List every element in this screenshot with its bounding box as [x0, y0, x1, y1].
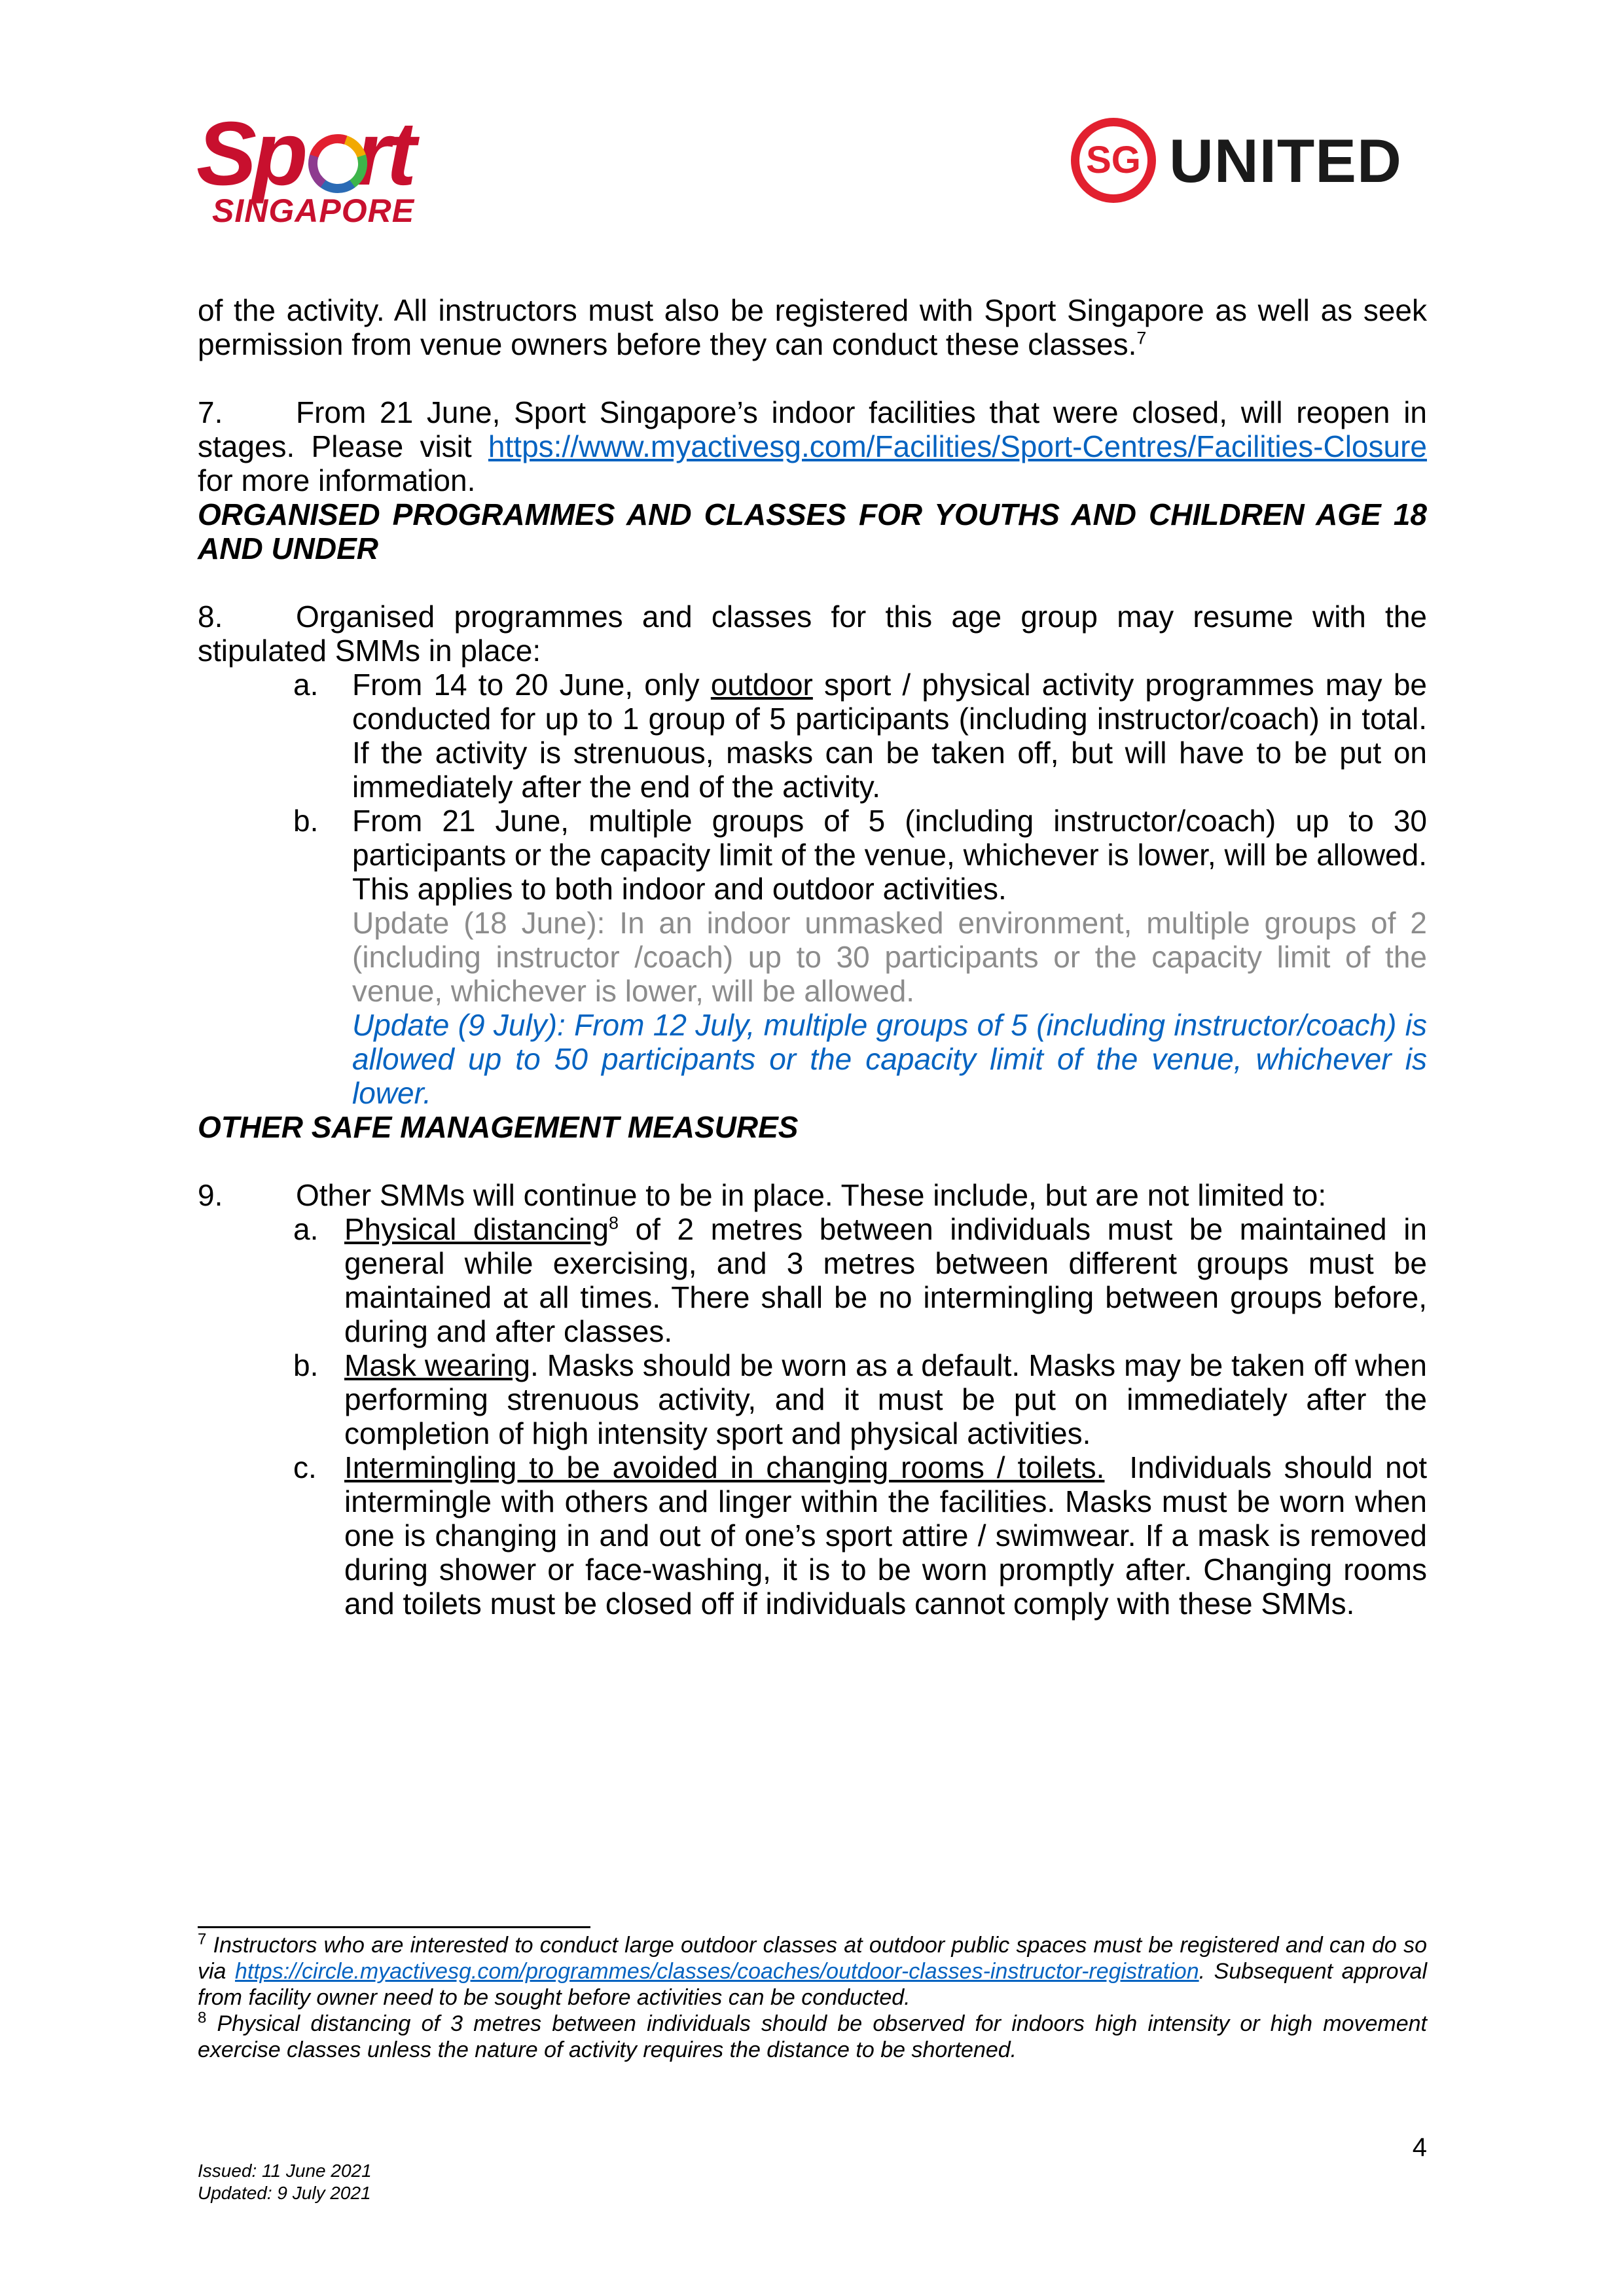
issued-date: Issued: 11 June 2021 — [198, 2161, 372, 2181]
underlined-term-mask-wearing: Mask wearing — [344, 1348, 530, 1382]
footnote-number: 8 — [198, 2009, 207, 2027]
list-item-8b — [198, 804, 1427, 1110]
sg-mark: SG — [1086, 139, 1141, 181]
footnote-7 — [198, 1932, 1427, 2011]
paragraph-8-text: Organised programmes and classes for this age group may resume with the stipulated SMMs in place: — [198, 600, 1427, 668]
list-item-text: Individuals should not intermingle with others and linger within the facilities. Masks must be worn when one is changing in and out of one’s sport attire / swimwear. If a mask is removed during shower or face-washing, it is to be worn promptly after. Changing rooms and toilets must be closed off if individuals cannot comply with these SMMs. — [344, 1450, 1428, 1621]
paragraph-9-text: Other SMMs will continue to be in place. These include, but are not limited to: — [296, 1178, 1327, 1212]
paragraph-number: 7. — [198, 395, 223, 429]
paragraph-7-tail: for more information. — [198, 463, 476, 497]
underlined-term-intermingling: Intermingling to be avoided in changing rooms / toilets. — [344, 1450, 1105, 1484]
footnotes — [198, 1932, 1427, 2063]
list-item-9b — [198, 1348, 1427, 1450]
sg-united-logo — [1071, 118, 1437, 216]
list-label: b. — [293, 804, 319, 838]
paragraph-7 — [198, 395, 1427, 497]
sport-logo-ring-icon — [305, 131, 370, 196]
updated-date: Updated: 9 July 2021 — [198, 2183, 371, 2203]
issue-dates — [198, 2160, 372, 2204]
footnote-text: . Subsequent approval from facility owner need to be sought before activities can be conducted. — [198, 1959, 1427, 2010]
facilities-closure-link[interactable]: https://www.myactivesg.com/Facilities/Sport-Centres/Facilities-Closure — [488, 429, 1427, 463]
section-heading-youth-programmes: ORGANISED PROGRAMMES AND CLASSES FOR YOUTHS AND CHILDREN AGE 18 AND UNDER — [198, 497, 1427, 565]
instructor-registration-link[interactable]: https://circle.myactivesg.com/programmes/classes/coaches/outdoor-classes-instructor-registration — [234, 1959, 1199, 1984]
list-item-9a — [198, 1212, 1427, 1348]
sport-logo-subtitle: SINGAPORE — [212, 192, 415, 229]
list-item-text: of 2 metres between individuals must be maintained in general while exercising, and 3 metres between different groups must be maintained at all times. There shall be no intermingling between groups before, during and after classes. — [344, 1212, 1427, 1348]
list-item-9c — [198, 1450, 1427, 1621]
footnote-number: 7 — [198, 1930, 207, 1948]
paragraph-number: 8. — [198, 600, 223, 634]
list-item-text: From 14 to 20 June, only — [352, 668, 700, 702]
footnote-text: Physical distancing of 3 metres between individuals should be observed for indoors high intensity or high movement exercise classes unless the nature of activity requires the distance to be shortened. — [198, 2011, 1427, 2062]
underlined-term-physical-distancing: Physical distancing — [344, 1212, 609, 1246]
list-label: a. — [293, 668, 319, 702]
update-note-9-july: Update (9 July): From 12 July, multiple groups of 5 (including instructor/coach) is allowed up to 50 participants or the capacity limit of the venue, whichever is lower. — [352, 1008, 1427, 1110]
document-body — [198, 293, 1427, 1621]
paragraph-8 — [198, 600, 1427, 668]
section-heading-other-smm: OTHER SAFE MANAGEMENT MEASURES — [198, 1110, 799, 1144]
list-label: b. — [293, 1348, 319, 1382]
paragraph-continued-text: of the activity. All instructors must also be registered with Sport Singapore as well as seek permission from venue owners before they can conduct these classes. — [198, 293, 1427, 361]
underlined-term-outdoor: outdoor — [710, 668, 813, 702]
united-wordmark: UNITED — [1169, 126, 1402, 195]
paragraph-7-text: From 21 June, Sport Singapore’s indoor facilities that were closed, will reopen in stages. Please visit — [198, 395, 1427, 463]
update-note-18-june: Update (18 June): In an indoor unmasked environment, multiple groups of 2 (including instructor /coach) up to 30 participants or the capacity limit of the venue, whichever is lower, will be allowed. — [352, 906, 1427, 1008]
footnote-separator — [198, 1926, 590, 1928]
paragraph-number: 9. — [198, 1178, 223, 1212]
footnote-8 — [198, 2011, 1427, 2063]
footnote-ref-8[interactable]: 8 — [608, 1213, 619, 1233]
list-label: a. — [293, 1212, 319, 1246]
list-label: c. — [293, 1450, 317, 1484]
list-item-8a — [198, 668, 1427, 804]
footnote-text: Instructors who are interested to conduct large outdoor classes at outdoor public spaces must be registered and can do so via — [198, 1933, 1427, 1984]
paragraph-9 — [198, 1178, 1427, 1212]
list-item-text: From 21 June, multiple groups of 5 (including instructor/coach) up to 30 participants or the capacity limit of the venue, whichever is lower, will be allowed. This applies to both indoor and outdoor activities. — [352, 804, 1427, 906]
list-item-text: sport / physical activity programmes may be conducted for up to 1 group of 5 participants (including instructor/coach) in total. If the activity is strenuous, masks can be taken off, but will have to be put on immediately after the end of the activity. — [352, 668, 1427, 804]
footnote-ref-7[interactable]: 7 — [1136, 328, 1147, 348]
paragraph-continued — [198, 293, 1427, 361]
sport-singapore-logo — [196, 105, 445, 229]
page-number: 4 — [1412, 2133, 1427, 2162]
list-item-text: . Masks should be worn as a default. Masks may be taken off when performing strenuous activity, and it must be put on immediately after the completion of high intensity sport and physical activities. — [344, 1348, 1427, 1450]
sport-logo-wordmark: Sp rt — [196, 103, 413, 204]
